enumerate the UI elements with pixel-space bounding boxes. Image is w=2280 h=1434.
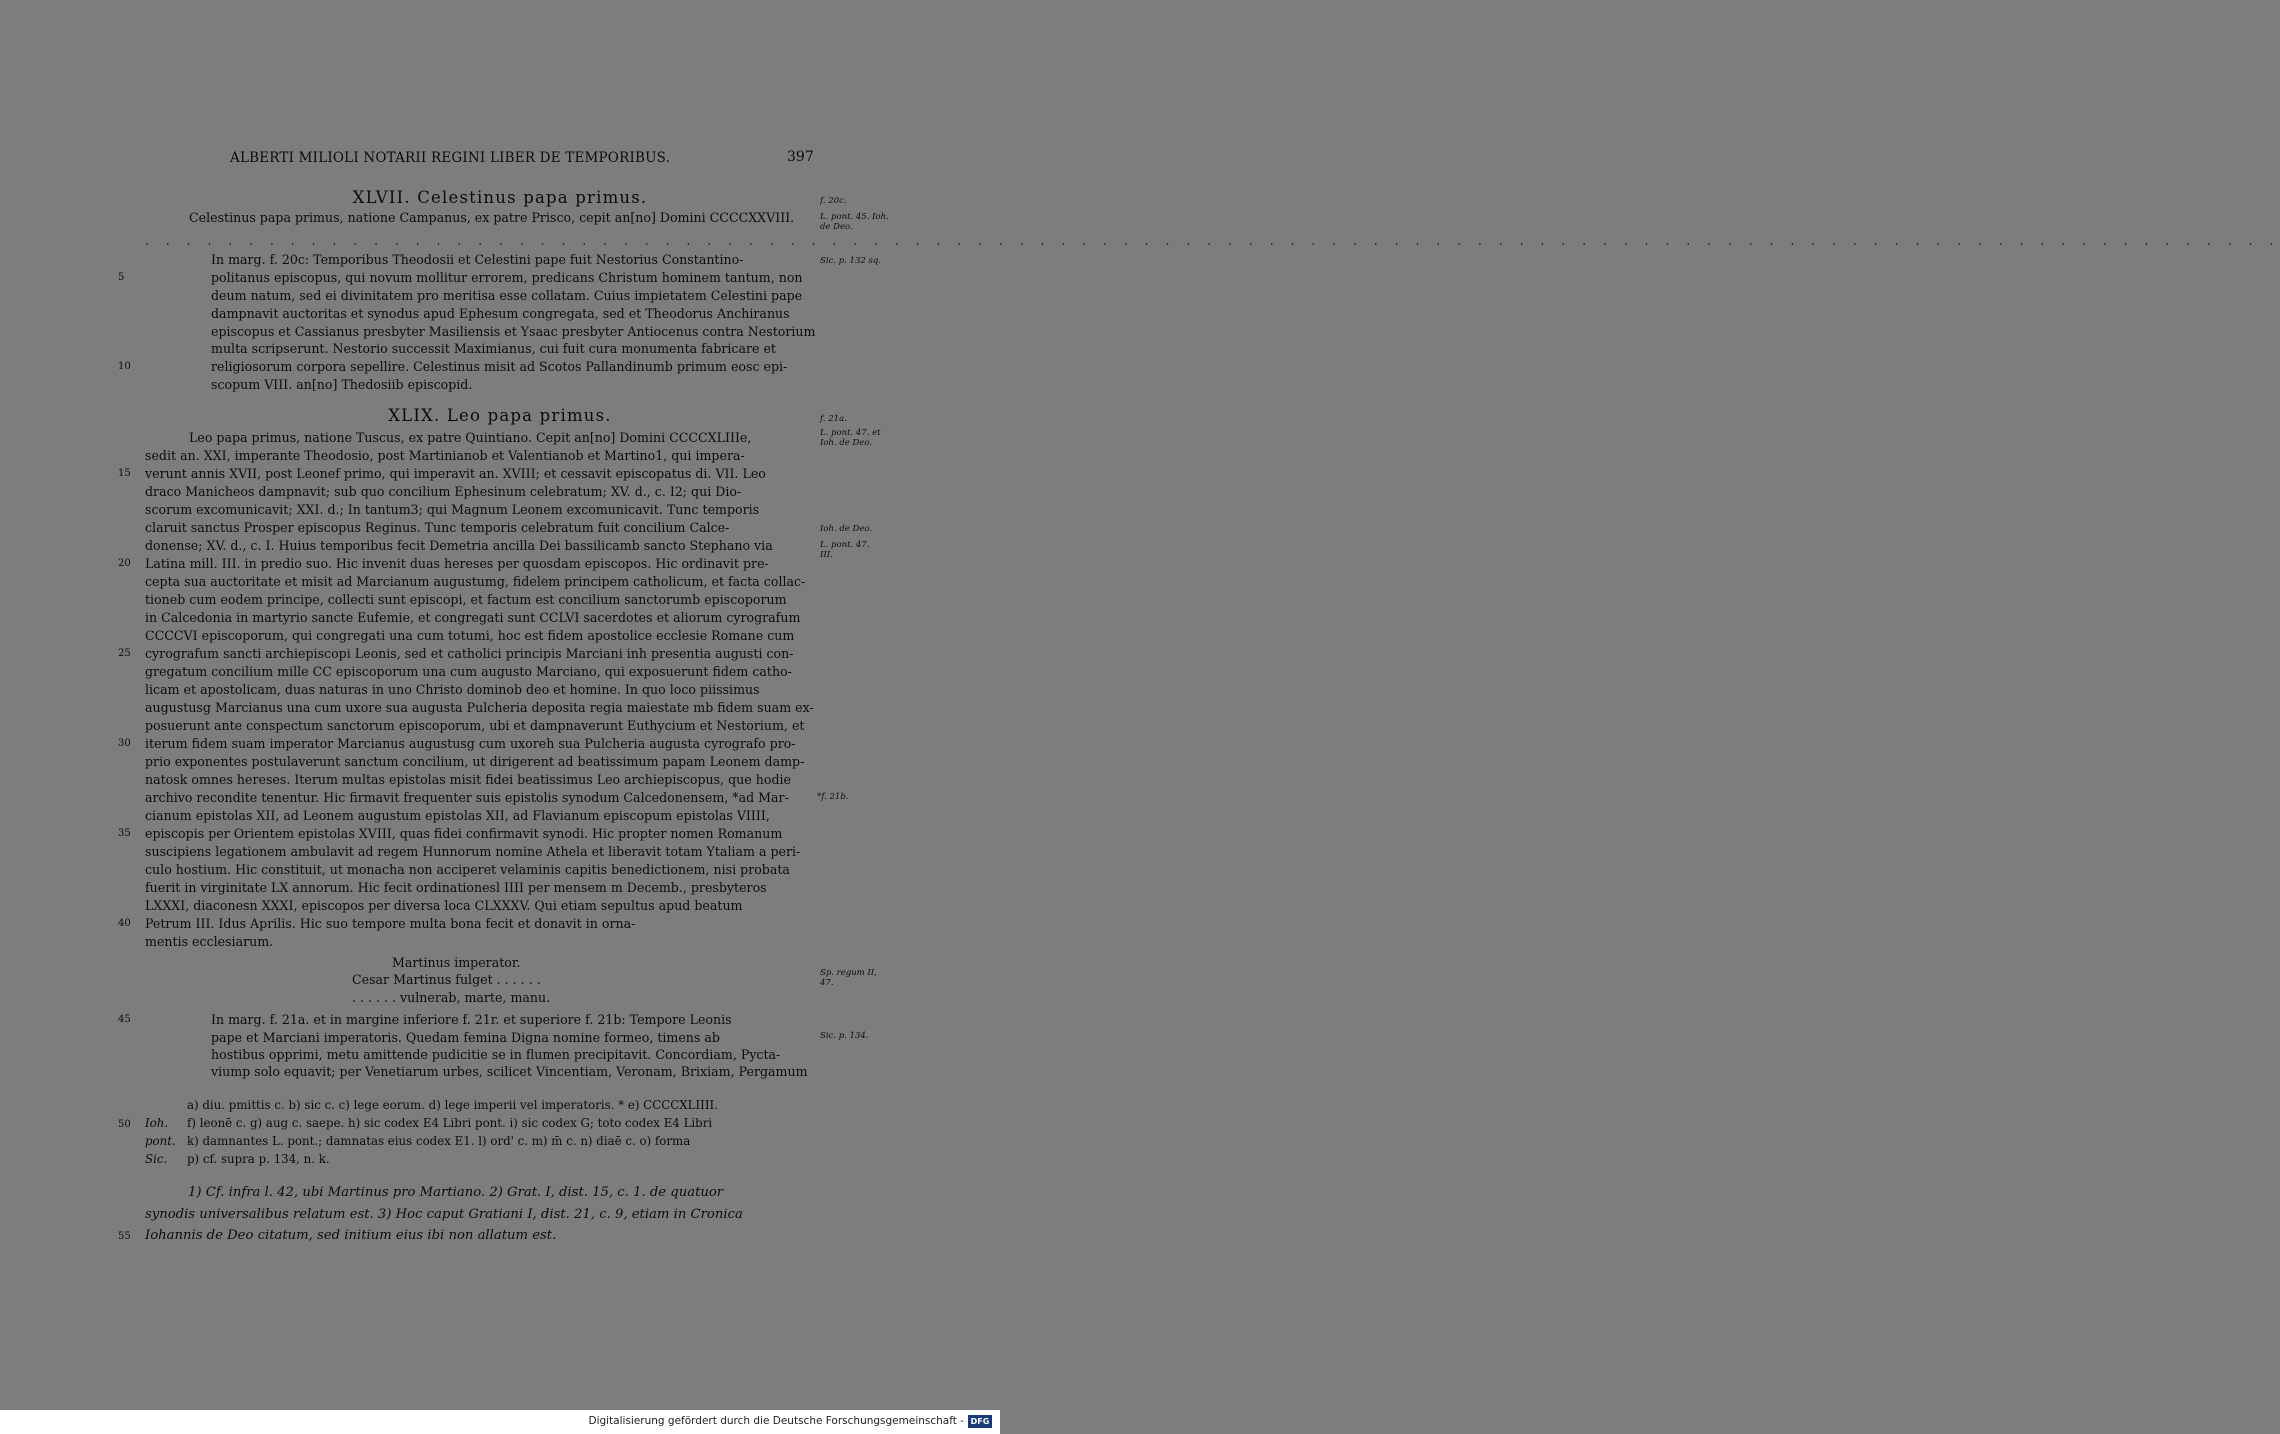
line-number: 40 bbox=[118, 918, 131, 929]
text-line: gregatum concilium mille CC episcoporum una cum augusto Marciano, qui exposuerunt fidem catho- bbox=[145, 664, 792, 679]
text-line: iterum fidem suam imperator Marcianus augustusg cum uxoreh sua Pulcheria augusta cyrografo pro- bbox=[145, 736, 796, 751]
margin-note: Ioh. de Deo. bbox=[820, 524, 873, 534]
text-line: mentis ecclesiarum. bbox=[145, 934, 274, 949]
text-line: cianum epistolas XII, ad Leonem augustum epistolas XII, ad Flavianum episcopum epistolas VIIII, bbox=[145, 808, 770, 823]
footnote-line: synodis universalibus relatum est. 3) Hoc caput Gratiani I, dist. 21, c. 9, etiam in Cronica bbox=[145, 1207, 743, 1222]
text-line: archivo recondite tenentur. Hic firmavit frequenter suis epistolis synodum Calcedonensem, *ad Mar- bbox=[145, 790, 789, 805]
text-line: fuerit in virginitate LX annorum. Hic fecit ordinationesl IIII per mensem m Decemb., presbyteros bbox=[145, 880, 767, 895]
text-line: religiosorum corpora sepellire. Celestinus misit ad Scotos Pallandinumb primum eosc epi- bbox=[211, 359, 788, 374]
text-line: hostibus opprimi, metu amittende pudicitie se in flumen precipitavit. Concordiam, Pycta- bbox=[211, 1047, 781, 1062]
text-line: dampnavit auctoritas et synodus apud Ephesum congregata, sed et Theodorus Anchiranus bbox=[211, 306, 790, 321]
line-number: 10 bbox=[118, 361, 131, 372]
text-line: pape et Marciani imperatoris. Quedam femina Digna nomine formeo, timens ab bbox=[211, 1030, 720, 1045]
text-line: multa scripserunt. Nestorio successit Maximianus, cui fuit cura monumenta fabricare et bbox=[211, 341, 776, 356]
apparatus-line: f) leonē c. g) aug c. saepe. h) sic codex E4 Libri pont. i) sic codex G; toto codex E4 Libri bbox=[187, 1116, 713, 1130]
text-line: claruit sanctus Prosper episcopus Reginus. Tunc temporis celebratum fuit concilium Calce- bbox=[145, 520, 730, 535]
line-number: 35 bbox=[118, 828, 131, 839]
line-number: 15 bbox=[118, 468, 131, 479]
apparatus-line: a) diu. pmittis c. b) sic c. c) lege eorum. d) lege imperii vel imperatoris. * e) CCCCXLIIII. bbox=[187, 1098, 718, 1112]
text-line: episcopis per Orientem epistolas XVIII, quas fidei confirmavit synodi. Hic propter nomen Romanum bbox=[145, 826, 783, 841]
page-number: 397 bbox=[787, 149, 814, 165]
text-line: LXXXI, diaconesn XXXI, episcopos per diversa loca CLXXXV. Qui etiam sepultus apud beatum bbox=[145, 898, 743, 913]
text-line: In marg. f. 21a. et in margine inferiore f. 21r. et superiore f. 21b: Tempore Leonis bbox=[211, 1012, 732, 1027]
text-line: licam et apostolicam, duas naturas in uno Christo dominob deo et homine. In quo loco piissimus bbox=[145, 682, 760, 697]
text-line: sedit an. XXI, imperante Theodosio, post Martinianob et Valentianob et Martino1, qui impera- bbox=[145, 448, 745, 463]
line-number: 25 bbox=[118, 648, 131, 659]
text-line: scopum VIII. an[no] Thedosiib episcopid. bbox=[211, 377, 473, 392]
text-line: episcopus et Cassianus presbyter Masiliensis et Ysaac presbyter Antiocenus contra Nestorium bbox=[211, 324, 816, 339]
footer-bar bbox=[0, 1410, 1000, 1434]
text-line: verunt annis XVII, post Leonef primo, qui imperavit an. XVIII; et cessavit episcopatus di. VII. Leo bbox=[145, 466, 766, 481]
verse-line: Cesar Martinus fulget . . . . . . bbox=[352, 972, 541, 987]
footer-credit: Digitalisierung gefördert durch die Deutsche Forschungsgemeinschaft - bbox=[588, 1415, 964, 1427]
line-number: 30 bbox=[118, 738, 131, 749]
line-number: 20 bbox=[118, 558, 131, 569]
text-line: CCCCVI episcoporum, qui congregati una cum totumi, hoc est fidem apostolice ecclesie Romane cum bbox=[145, 628, 795, 643]
text-line: suscipiens legationem ambulavit ad regem Hunnorum nomine Athela et liberavit totam Ytaliam a peri- bbox=[145, 844, 801, 859]
text-line: in Calcedonia in martyrio sancte Eufemie, et congregati sunt CCLVI sacerdotes et aliorum cyrografum bbox=[145, 610, 801, 625]
text-line: deum natum, sed ei divinitatem pro meritisa esse collatam. Cuius impietatem Celestini pape bbox=[211, 288, 803, 303]
text-line: draco Manicheos dampnavit; sub quo concilium Ephesinum celebratum; XV. d., c. I2; qui Dio- bbox=[145, 484, 742, 499]
text-line: scorum excomunicavit; XXI. d.; In tantum3; qui Magnum Leonem excomunicavit. Tunc temporis bbox=[145, 502, 760, 517]
apparatus-margin: pont. bbox=[145, 1134, 176, 1148]
line-number: 50 bbox=[118, 1119, 131, 1130]
text-line: Latina mill. III. in predio suo. Hic invenit duas hereses per quosdam episcopos. Hic ordinavit pre- bbox=[145, 556, 769, 571]
apparatus-line: p) cf. supra p. 134, n. k. bbox=[187, 1152, 330, 1166]
chapter-title-xlvii: XLVII. Celestinus papa primus. bbox=[352, 188, 648, 207]
line-number: 5 bbox=[118, 272, 125, 283]
apparatus-margin: Sic. bbox=[145, 1152, 168, 1166]
margin-note: Sic. p. 134. bbox=[820, 1031, 869, 1041]
margin-note: *f. 21b. bbox=[817, 792, 849, 802]
margin-note: Sic. p. 132 sq. bbox=[820, 256, 881, 266]
text-line: viump solo equavit; per Venetiarum urbes, scilicet Vincentiam, Veronam, Brixiam, Pergamum bbox=[211, 1064, 808, 1079]
text-line: politanus episcopus, qui novum mollitur errorem, predicans Christum hominem tantum, non bbox=[211, 270, 803, 285]
text-line: culo hostium. Hic constituit, ut monacha non acciperet velaminis capitis benedictionem, nisi probata bbox=[145, 862, 790, 877]
line-number: 45 bbox=[118, 1014, 131, 1025]
verse-heading: Martinus imperator. bbox=[392, 955, 521, 970]
text-line: tioneb cum eodem principe, collecti sunt episcopi, et factum est concilium sanctorumb episcoporum bbox=[145, 592, 787, 607]
margin-note: f. 20c. bbox=[820, 196, 847, 206]
footnote-line: 1) Cf. infra l. 42, ubi Martinus pro Martiano. 2) Grat. I, dist. 15, c. 1. de quatuor bbox=[188, 1185, 724, 1200]
apparatus-margin: Ioh. bbox=[145, 1116, 169, 1130]
text-line: posuerunt ante conspectum sanctorum episcoporum, ubi et dampnaverunt Euthycium et Nestorium, et bbox=[145, 718, 805, 733]
margin-note: Sp. regum II, 47. bbox=[820, 968, 877, 988]
text-line: In marg. f. 20c: Temporibus Theodosii et Celestini pape fuit Nestorius Constantino- bbox=[211, 252, 744, 267]
ellipsis-line: . . . . . . . . . . . . . . . . . . . . . . . . . . . . . . . . . . . . . . . . . . . . . . . . . . . . . . . . . . . . . . . . . . . . . . . . . . . . . . . . . . . . . . . . . . . . . . . . . . . . . . . bbox=[145, 234, 2280, 248]
text-line: Leo papa primus, natione Tuscus, ex patre Quintiano. Cepit an[no] Domini CCCCXLIIIe, bbox=[189, 430, 752, 445]
text-line: Celestinus papa primus, natione Campanus, ex patre Prisco, cepit an[no] Domini CCCCXXVIII. bbox=[189, 210, 795, 225]
text-line: cyrografum sancti archiepiscopi Leonis, sed et catholici principis Marciani inh presentia augusti con- bbox=[145, 646, 794, 661]
text-line: donense; XV. d., c. I. Huius temporibus fecit Demetria ancilla Dei bassilicamb sancto Stephano via bbox=[145, 538, 773, 553]
footnote-line: Iohannis de Deo citatum, sed initium eius ibi non allatum est. bbox=[145, 1228, 557, 1243]
margin-note: f. 21a. bbox=[820, 414, 847, 424]
text-line: Petrum III. Idus Aprilis. Hic suo tempore multa bona fecit et donavit in orna- bbox=[145, 916, 636, 931]
verse-line: . . . . . . vulnerab, marte, manu. bbox=[352, 990, 551, 1005]
dfg-logo: DFG bbox=[968, 1415, 992, 1428]
margin-note: L. pont. 47. III. bbox=[820, 540, 870, 560]
text-line: augustusg Marcianus una cum uxore sua augusta Pulcheria deposita regia maiestate mb fidem suam ex- bbox=[145, 700, 814, 715]
margin-note: L. pont. 45. Ioh. de Deo. bbox=[820, 212, 889, 232]
text-line: natosk omnes hereses. Iterum multas epistolas misit fidei beatissimus Leo archiepiscopus, que hodie bbox=[145, 772, 791, 787]
text-line: cepta sua auctoritate et misit ad Marcianum augustumg, fidelem principem catholicum, et facta collac- bbox=[145, 574, 806, 589]
running-head: ALBERTI MILIOLI NOTARII REGINI LIBER DE TEMPORIBUS. bbox=[230, 150, 671, 166]
chapter-title-xlix: XLIX. Leo papa primus. bbox=[388, 406, 612, 425]
margin-note: L. pont. 47. et Ioh. de Deo. bbox=[820, 428, 881, 448]
text-line: prio exponentes postulaverunt sanctum concilium, ut dirigerent ad beatissimum papam Leonem damp- bbox=[145, 754, 805, 769]
apparatus-line: k) damnantes L. pont.; damnatas eius codex E1. l) ord' c. m) m̄ c. n) diaē c. o) forma bbox=[187, 1134, 691, 1148]
line-number: 55 bbox=[118, 1231, 131, 1242]
